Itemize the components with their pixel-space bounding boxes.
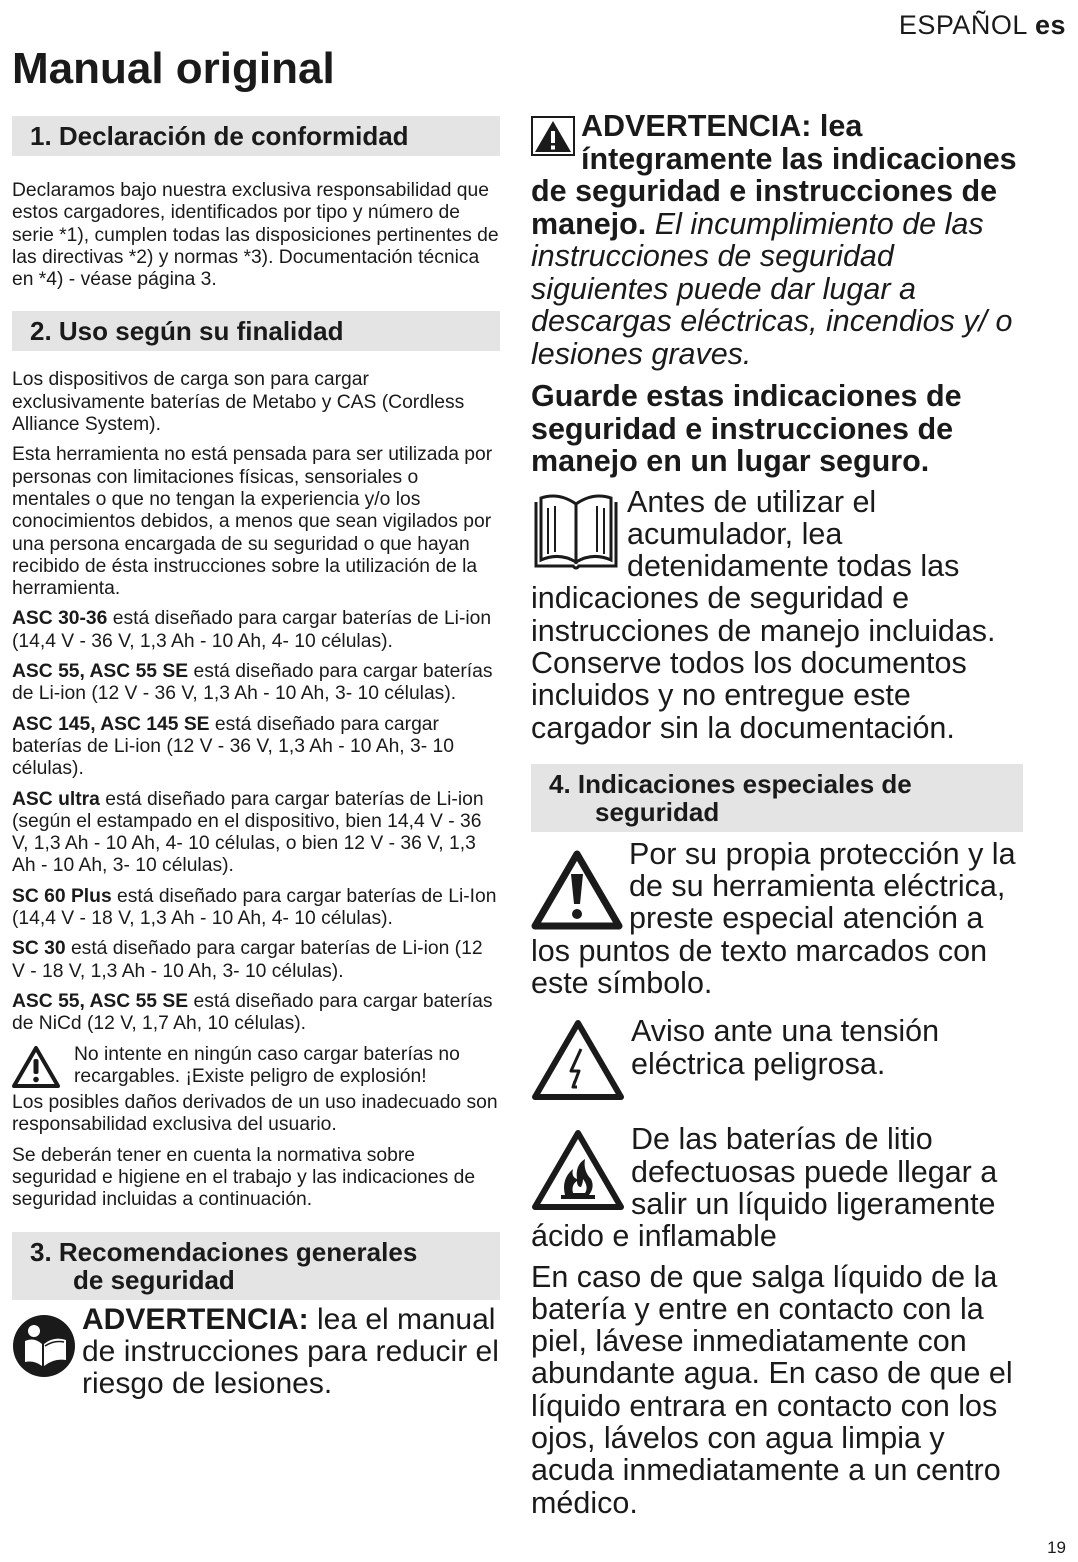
section-3-heading-line-1: 3. Recomendaciones generales bbox=[30, 1236, 418, 1267]
purpose-paragraph-1: Los dispositivos de carga son para cargar exclusivamente baterías de Metabo y CAS (Cordless Alliance System). bbox=[12, 369, 465, 436]
section-3-heading bbox=[12, 1232, 500, 1300]
regulations-paragraph: Se deberán tener en cuenta la normativa sobre seguridad e higiene en el trabajo y las indicaciones de seguridad incluidas a continuación. bbox=[12, 1144, 476, 1211]
explosion-warning bbox=[12, 1044, 500, 1089]
lithium-text: De las baterías de litio defectuosas puede llegar a salir un líquido ligeramente ácido e inflamable bbox=[531, 1122, 998, 1254]
model-entry bbox=[12, 991, 500, 1036]
flammable-icon bbox=[531, 1129, 625, 1211]
general-warning-block bbox=[531, 110, 1023, 370]
language-code: es bbox=[1034, 10, 1066, 40]
model-name: ASC ultra bbox=[12, 788, 100, 810]
general-warning-text bbox=[531, 110, 1023, 370]
model-description: está diseñado para cargar baterías de Li-ion (según el estampado en el dispositivo, bien 14,4 V - 36 V, 1,3 Ah - 10 Ah, 4- 10 células, o bien 12 V - 36 V, 1,3 Ah - 10 Ah, 3- 10 células). bbox=[12, 788, 484, 877]
model-description: está diseñado para cargar baterías de NiCd (12 V, 1,7 Ah, 10 células). bbox=[12, 990, 493, 1035]
read-before-use-text: Antes de utilizar el acumulador, lea detenidamente todas las indicaciones de seguridad e instrucciones de manejo incluidas. Conserve todos los documentos incluidos y no entregue este cargador sin la documentación. bbox=[531, 484, 996, 745]
model-name: ASC 55, ASC 55 SE bbox=[12, 661, 189, 683]
model-name: ASC 30-36 bbox=[12, 608, 108, 630]
read-manual-warning-label: ADVERTENCIA: bbox=[82, 1302, 309, 1336]
page-number: 19 bbox=[1047, 1538, 1066, 1557]
general-warning-heading: ADVERTENCIA: lea íntegramente las indicaciones de seguridad e instrucciones de manejo. bbox=[531, 109, 1017, 241]
warning-box-icon bbox=[531, 116, 575, 156]
liquid-contact-text: En caso de que salga líquido de la batería y entre en contacto con la piel, lávese inmediatamente con abundante agua. En caso de que el líquido entrara en contacto con los ojos, lávelos con agua limpia y acuda inmediatamente a un centro médico. bbox=[531, 1259, 1013, 1520]
model-entry bbox=[12, 661, 500, 706]
model-name: ASC 55, ASC 55 SE bbox=[12, 990, 189, 1012]
model-entry bbox=[12, 886, 500, 931]
section-4-heading bbox=[531, 764, 1023, 832]
model-description: está diseñado para cargar baterías de Li-ion (12 V - 36 V, 1,3 Ah - 10 Ah, 3- 10 células). bbox=[12, 661, 493, 705]
lithium-block bbox=[531, 1123, 1023, 1252]
misuse-paragraph: Los posibles daños derivados de un uso inadecuado son responsabilidad exclusiva del usuario. bbox=[12, 1092, 498, 1136]
voltage-block bbox=[531, 1015, 1023, 1080]
explosion-warning-text: No intente en ningún caso cargar baterías no recargables. ¡Existe peligro de explosión! bbox=[74, 1043, 460, 1087]
declaration-text: Declaramos bajo nuestra exclusiva responsabilidad que estos cargadores, identificados por tipo y número de serie *1), cumplen todas las disposiciones pertinentes de las directivas *2) y normas *3). Documentación técnica en *4) - véase página 3. bbox=[12, 180, 499, 291]
warning-triangle-icon bbox=[531, 850, 623, 930]
section-1-heading: 1. Declaración de conformidad bbox=[12, 116, 500, 156]
read-manual-warning bbox=[12, 1304, 500, 1400]
keep-instructions-text: Guarde estas indicaciones de seguridad e instrucciones de manejo en un lugar seguro. bbox=[531, 379, 962, 478]
attention-text: Por su propia protección y la de su herramienta eléctrica, preste especial atención a los puntos de texto marcados con este símbolo. bbox=[531, 836, 1016, 1001]
electric-shock-icon bbox=[531, 1019, 625, 1101]
model-entry bbox=[12, 608, 500, 653]
section-3-heading-line-2: de seguridad bbox=[73, 1264, 235, 1295]
model-name: SC 30 bbox=[12, 938, 66, 960]
model-description: está diseñado para cargar baterías de Li-ion (12 V - 36 V, 1,3 Ah - 10 Ah, 3- 10 células). bbox=[12, 713, 454, 780]
warning-triangle-icon bbox=[12, 1046, 60, 1088]
model-entry bbox=[12, 938, 500, 983]
model-name: ASC 145, ASC 145 SE bbox=[12, 713, 210, 735]
language-label bbox=[899, 10, 1066, 41]
read-manual-icon bbox=[12, 1314, 76, 1378]
general-warning-consequence: El incumplimiento de las instrucciones de seguridad siguientes puede dar lugar a descargas eléctricas, incendios y/ o lesiones graves. bbox=[531, 206, 1013, 371]
model-name: SC 60 Plus bbox=[12, 885, 112, 907]
voltage-text: Aviso ante una tensión eléctrica peligrosa. bbox=[631, 1014, 940, 1081]
language-name: ESPAÑOL bbox=[898, 10, 1027, 40]
left-column bbox=[12, 116, 500, 1400]
right-column bbox=[531, 110, 1023, 1519]
section-4-heading-line-2: seguridad bbox=[595, 796, 720, 827]
purpose-paragraph-2: Esta herramienta no está pensada para ser utilizada por personas con limitaciones físicas, sensoriales o mentales o que no tengan la experiencia y/o los conocimientos debidos, a menos que sean vigilados por una persona encargada de su seguridad o que hayan recibido de ésta instrucciones sobre la utilización de la herramienta. bbox=[12, 444, 493, 600]
model-description: está diseñado para cargar baterías de Li-ion (14,4 V - 36 V, 1,3 Ah - 10 Ah, 4- 10 células). bbox=[12, 608, 492, 652]
attention-block bbox=[531, 838, 1023, 999]
open-book-icon bbox=[531, 490, 621, 574]
model-entry bbox=[12, 714, 500, 781]
model-description: está diseñado para cargar baterías de Li-Ion (14,4 V - 18 V, 1,3 Ah - 10 Ah, 4- 10 células). bbox=[12, 885, 497, 930]
page-title: Manual original bbox=[12, 44, 335, 93]
model-description: está diseñado para cargar baterías de Li-ion (12 V - 18 V, 1,3 Ah - 10 Ah, 3- 10 células). bbox=[12, 938, 483, 982]
read-manual-warning-text: lea el manual de instrucciones para reducir el riesgo de lesiones. bbox=[82, 1302, 499, 1400]
section-2-heading: 2. Uso según su finalidad bbox=[12, 311, 500, 351]
section-4-heading-line-1: 4. Indicaciones especiales de bbox=[549, 768, 912, 799]
model-entry bbox=[12, 789, 500, 878]
read-before-use-block bbox=[531, 486, 1023, 744]
